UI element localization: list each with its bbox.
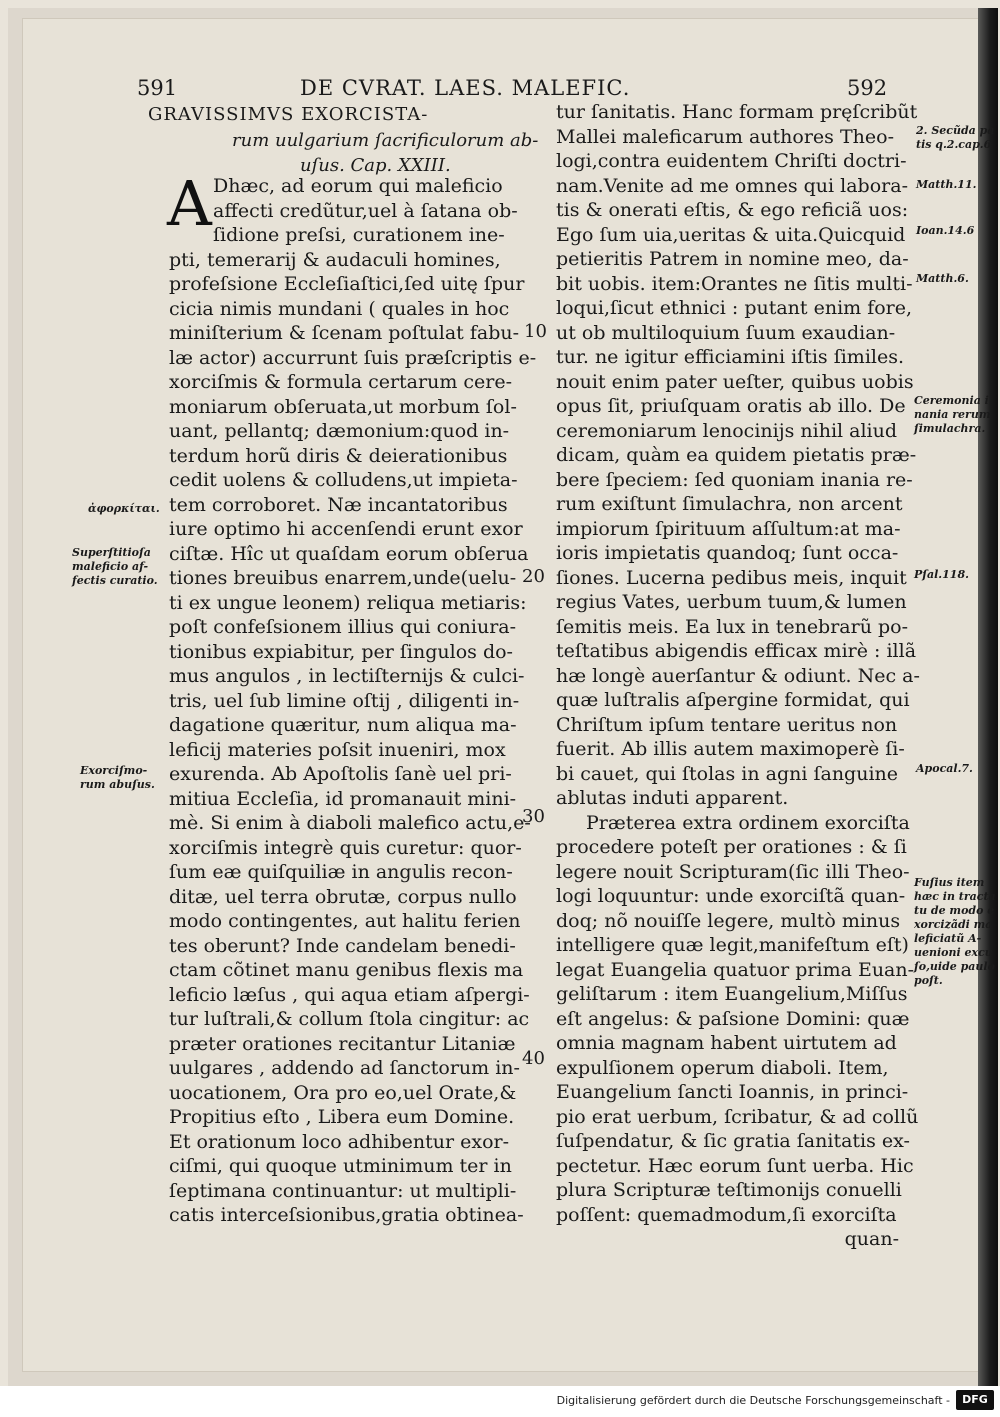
text-line: dicam, quàm ea quidem pietatis præ- (556, 444, 917, 466)
text-line: dagatione quæritur, num aliqua ma- (169, 714, 517, 736)
text-line: Ego ſum uia,ueritas & uita.Quicquid (556, 223, 906, 246)
text-line: geliſtarum : item Euangelium,Miſſus (556, 983, 908, 1005)
text-line: ſuſpendatur, & ſic gratia ſanitatis ex- (556, 1130, 910, 1152)
line-number: 20 (522, 566, 545, 587)
text-line: præter orationes recitantur Litaniæ (169, 1032, 516, 1055)
text-line: mitiua Eccleſia, id promanauit mini- (169, 787, 517, 810)
text-line: ti ex ungue leonem) reliqua metiaris: (169, 591, 527, 614)
chapter-heading-line-1: GRAVISSIMVS EXORCISTA- (148, 104, 429, 125)
running-head-title: DE CVRAT. LAES. MALEFIC. (300, 76, 631, 100)
text-line: tionibus expiabitur, per ſingulos do- (169, 640, 513, 663)
text-line: fuerit. Ab illis autem maximoperè ſi- (556, 738, 905, 760)
page-number-right: 592 (847, 76, 888, 100)
line-number: 10 (524, 321, 547, 342)
text-line: catis interceſsionibus,gratia obtinea- (169, 1204, 524, 1226)
text-line: exurenda. Ab Apoſtolis ſanè uel pri- (169, 763, 512, 785)
line-number: 40 (522, 1048, 545, 1069)
text-line: quæ luſtralis aſpergine formidat, qui (556, 689, 910, 711)
text-line: cedit uolens & colludens,ut impieta- (169, 469, 518, 491)
text-line: ciſtæ. Hîc ut quaſdam eorum obſerua (169, 542, 529, 565)
text-line: ſum eæ quiſquiliæ in angulis recon- (169, 861, 513, 883)
text-line: omnia magnam habent uirtutem ad (556, 1032, 897, 1054)
text-line: Propitius eſto , Libera eum Domine. (169, 1106, 515, 1128)
text-line: Dhæc, ad eorum qui maleficio (213, 175, 503, 197)
text-line: ſemitis meis. Ea lux in tenebrarũ po- (556, 615, 909, 638)
text-line: uocationem, Ora pro eo,uel Orate,& (169, 1081, 517, 1104)
margin-note-right: 2. Secũda pa tis q.2.cap.6 (916, 124, 995, 151)
text-line: terdum horũ diris & deierationibus (169, 444, 508, 467)
text-line: Euangelium ſancti Ioannis, in princi- (556, 1081, 909, 1103)
digitization-footer (0, 1386, 1000, 1417)
text-line: Mallei maleficarum authores Theo- (556, 125, 894, 148)
text-line: uulgares , addendo ad ſanctorum in- (169, 1057, 520, 1079)
text-line: opus ſit, priuſquam oratis ab illo. De (556, 395, 906, 417)
text-line: tes oberunt? Inde candelam benedi- (169, 934, 516, 957)
text-line: eſt angelus: & paſsione Domini: quæ (556, 1007, 910, 1030)
text-line: logi,contra euidentem Chriſti doctri- (556, 150, 907, 172)
text-line: ſidione preſsi, curationem ine- (213, 224, 505, 246)
text-line: ceremoniarum lenocinijs nihil aliud (556, 419, 898, 442)
text-line: nouit enim pater ueſter, quibus uobis (556, 370, 914, 393)
text-line: teſtatibus abigendis efficax mirè : illã (556, 640, 917, 662)
text-line: xorciſmis integrè quis curetur: quor- (169, 836, 522, 859)
text-line: profeſsione Eccleſiaſtici,ſed uitę ſpur (169, 273, 525, 295)
text-line: cicia nimis mundani ( quales in hoc (169, 297, 510, 320)
text-line: tur ſanitatis. Hanc formam pręſcribũt (556, 101, 918, 123)
text-line: Chriſtum ipſum tentare ueritus non (556, 713, 898, 736)
text-line: plura Scripturæ teſtimonijs conuelli (556, 1179, 902, 1201)
text-line: ciſmi, qui quoque utminimum ter in (169, 1155, 512, 1177)
margin-note-right: Fuſius item hæc in tracta tu de modo e xorcizãdi ma leficiatũ A- uenioni excu ſo,uide paulo poſt. (914, 876, 996, 987)
text-line: tur luſtrali,& collum ſtola cingitur: ac (169, 1008, 530, 1030)
book-binding-edge (978, 8, 998, 1386)
chapter-heading-line-2: rum uulgarium ſacrificulorum ab- (232, 130, 539, 151)
line-number: 30 (522, 806, 545, 827)
text-line: pti, temerarij & audaculi homines, (169, 248, 501, 271)
text-line: tis & onerati eſtis, & ego reficiã uos: (556, 199, 909, 221)
text-line: expulſionem operum diaboli. Item, (556, 1056, 889, 1079)
text-line: ctam cõtinet manu genibus flexis ma (169, 959, 524, 981)
text-line: xorciſmis & formula certarum cere- (169, 371, 513, 393)
text-line: læ actor) accurrunt ſuis præſcriptis e- (169, 346, 537, 369)
margin-note-left: Exorciſmo- rum abuſus. (80, 764, 155, 791)
text-line: Et orationum loco adhibentur exor- (169, 1130, 510, 1153)
page-number-left: 591 (137, 76, 178, 100)
text-line: uant, pellantq; dæmonium:quod in- (169, 420, 510, 442)
text-line: legere nouit Scripturam(ſic illi Theo- (556, 860, 910, 883)
text-line: logi loquuntur: unde exorciſtã quan- (556, 885, 906, 907)
text-line: nam.Venite ad me omnes qui labora- (556, 174, 908, 197)
text-line: rum exiſtunt ſimulachra, non arcent (556, 493, 903, 515)
text-line: legat Euangelia quatuor prima Euan- (556, 958, 915, 981)
margin-note-right: Apocal.7. (916, 762, 973, 775)
text-line: poſt confeſsionem illius qui coniura- (169, 616, 517, 638)
text-line: mus angulos , in lectiſternijs & culci- (169, 665, 525, 687)
text-line: leficio læſus , qui aqua etiam aſpergi- (169, 983, 530, 1006)
margin-note-left: ἀφορκίται. (88, 502, 160, 515)
text-line: quan- (844, 1228, 899, 1250)
text-line: tiones breuibus enarrem,unde(uelu- (169, 567, 517, 589)
text-line: tris, uel ſub limine oſtij , diligenti in- (169, 689, 520, 712)
margin-note-right: Matth.6. (916, 272, 969, 285)
text-line: miniſterium & ſcenam poſtulat fabu- (169, 322, 520, 344)
text-line: doq; nõ nouiſſe legere, multò minus (556, 909, 901, 932)
text-line: ſiones. Lucerna pedibus meis, inquit (556, 566, 907, 589)
margin-note-right: Ceremonia i nania rerum ſimulachra. (914, 394, 991, 435)
text-line: moniarum obſeruata,ut morbum ſol- (169, 395, 517, 418)
text-line: tem corroboret. Næ incantatoribus (169, 493, 508, 516)
text-line: bit uobis. item:Orantes ne ſitis multi- (556, 272, 913, 295)
text-line: ditæ, uel terra obrutæ, corpus nullo (169, 885, 517, 908)
dfg-logo: DFG (956, 1390, 994, 1410)
text-line: impiorum ſpirituum aſſultum:at ma- (556, 517, 901, 540)
text-line: poſſent: quemadmodum,ſi exorciſta (556, 1203, 897, 1226)
chapter-heading-line-3: uſus. Cap. XXIII. (300, 155, 451, 176)
text-line: leficij materies poſsit inueniri, mox (169, 738, 506, 761)
text-line: ablutas induti apparent. (556, 787, 789, 809)
text-line: Præterea extra ordinem exorciſta (586, 811, 910, 834)
text-line: pio erat uerbum, ſcribatur, & ad collũ (556, 1105, 919, 1128)
text-line: regius Vates, uerbum tuum,& lumen (556, 591, 907, 613)
margin-note-left: Superſtitioſa maleficio af- fectis curatio. (72, 546, 158, 587)
text-line: mè. Si enim à diaboli malefico actu,e- (169, 812, 531, 834)
text-line: procedere poteſt per orationes : & ſi (556, 836, 907, 858)
text-line: intelligere quæ legit,manifeſtum eſt) (556, 934, 909, 956)
margin-note-right: Pſal.118. (914, 568, 969, 581)
text-line: hæ longè auerſantur & odiunt. Nec a- (556, 664, 920, 687)
text-line: ſeptimana continuantur: ut multipli- (169, 1179, 517, 1202)
text-line: bere ſpeciem: ſed quoniam inania re- (556, 468, 913, 491)
text-line: modo contingentes, aut halitu ferien (169, 910, 521, 932)
text-line: affecti credũtur,uel à ſatana ob- (213, 199, 518, 222)
text-line: ut ob multiloquium ſuum exaudian- (556, 321, 896, 344)
text-line: loqui,ſicut ethnici : putant enim fore, (556, 297, 913, 319)
text-line: ioris impietatis quandoq; ſunt occa- (556, 542, 899, 564)
margin-note-right: Matth.11. (916, 178, 977, 191)
text-line: petieritis Patrem in nomine meo, da- (556, 248, 909, 270)
text-line: pectetur. Hæc eorum ſunt uerba. Hic (556, 1154, 914, 1177)
drop-capital: A (167, 167, 212, 240)
margin-note-right: Ioan.14.6 (916, 224, 975, 237)
text-line: tur. ne igitur efficiamini iſtis ſimiles. (556, 346, 905, 368)
text-line: iure optimo hi accenſendi erunt exor (169, 518, 523, 540)
text-line: bi cauet, qui ſtolas in agni ſanguine (556, 762, 899, 785)
right-text-column (556, 100, 920, 1252)
funding-notice: Digitalisierung gefördert durch die Deutsche Forschungsgemeinschaft - (556, 1394, 950, 1407)
